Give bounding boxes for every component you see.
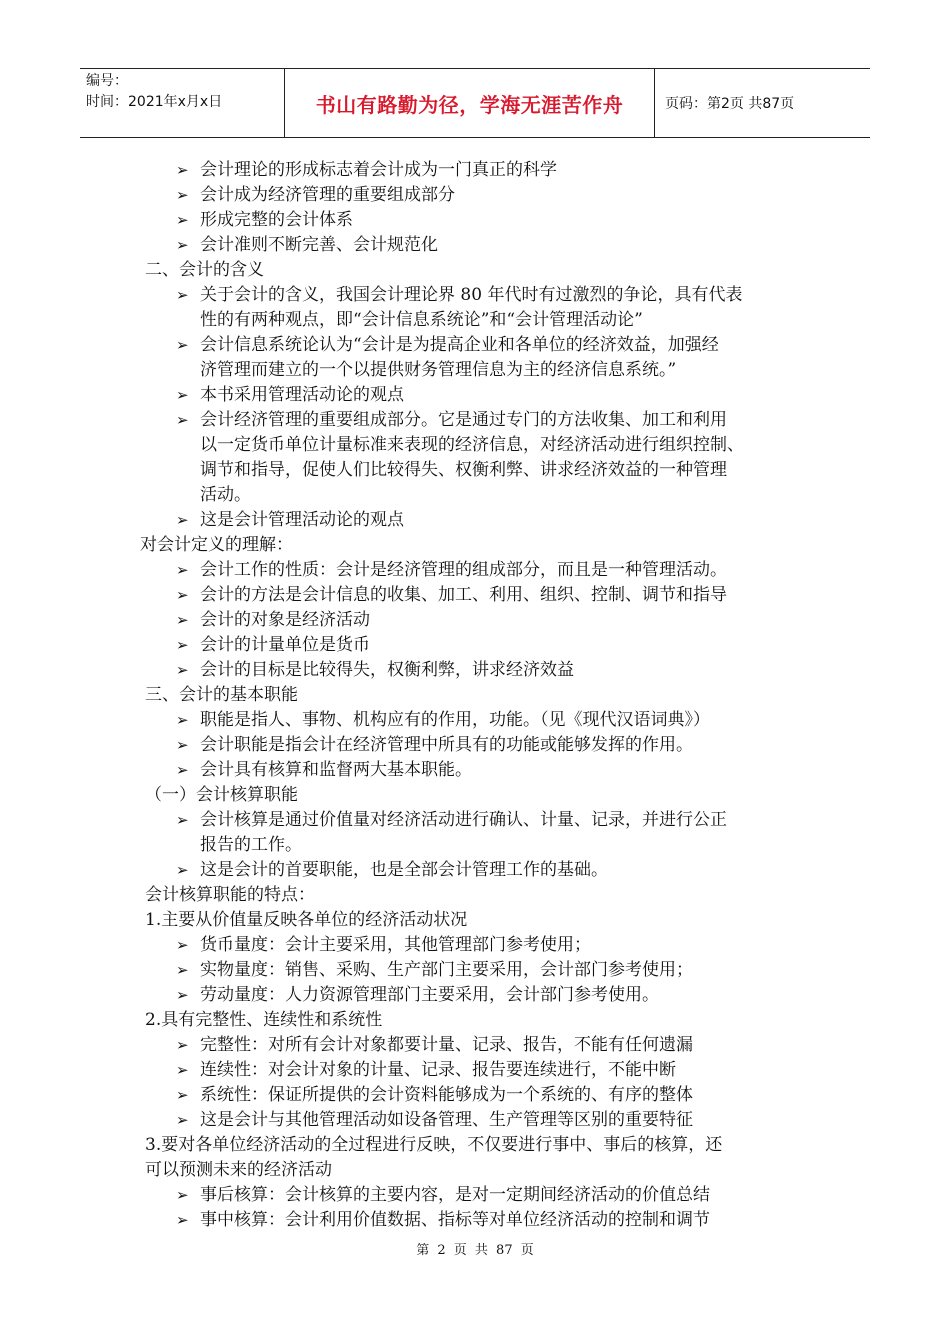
section-heading: 二、会计的含义	[145, 260, 264, 280]
section-heading: 2.具有完整性、连续性和系统性	[145, 1010, 383, 1030]
bullet-item: ➢ 会计信息系统论认为“会计是为提高企业和各单位的经济效益，加强经	[140, 333, 830, 358]
bullet-item: ➢ 会计职能是指会计在经济管理中所具有的功能或能够发挥的作用。	[140, 733, 830, 758]
bullet-item: ➢ 会计准则不断完善、会计规范化	[140, 233, 830, 258]
section-heading: 会计核算职能的特点：	[145, 885, 315, 905]
header-page-info-cell	[655, 69, 870, 137]
header-page-info: 页码：第2页 共87页	[665, 96, 795, 112]
bullet-item: ➢ 这是会计管理活动论的观点	[140, 508, 830, 533]
section-heading: （一）会计核算职能	[145, 785, 298, 805]
header-meta	[80, 69, 285, 137]
bullet-item: ➢ 这是会计的首要职能，也是全部会计管理工作的基础。	[140, 858, 830, 883]
bullet-item: ➢ 会计具有核算和监督两大基本职能。	[140, 758, 830, 783]
bullet-item: ➢ 实物量度：销售、采购、生产部门主要采用，会计部门参考使用；	[140, 958, 830, 983]
bullet-item: ➢ 完整性：对所有会计对象都要计量、记录、报告，不能有任何遗漏	[140, 1033, 830, 1058]
bullet-item: ➢ 会计的方法是会计信息的收集、加工、利用、组织、控制、调节和指导	[140, 583, 830, 608]
page-footer: 第 2 页 共 87 页	[416, 1243, 534, 1258]
bullet-item: ➢ 形成完整的会计体系	[140, 208, 830, 233]
header-motto: 书山有路勤为径，学海无涯苦作舟	[315, 92, 624, 117]
page-header	[80, 68, 870, 138]
bullet-item-continuation: 活动。	[200, 485, 251, 505]
bullet-item: ➢ 系统性：保证所提供的会计资料能够成为一个系统的、有序的整体	[140, 1083, 830, 1108]
document-body	[140, 158, 830, 1233]
bullet-item: ➢ 会计的计量单位是货币	[140, 633, 830, 658]
bullet-item: ➢ 这是会计与其他管理活动如设备管理、生产管理等区别的重要特征	[140, 1108, 830, 1133]
bullet-item: ➢ 会计核算是通过价值量对经济活动进行确认、计量、记录，并进行公正	[140, 808, 830, 833]
bullet-item: ➢ 职能是指人、事物、机构应有的作用，功能。（见《现代汉语词典》）	[140, 708, 830, 733]
bullet-item: ➢ 会计的目标是比较得失，权衡利弊，讲求经济效益	[140, 658, 830, 683]
bullet-item: ➢ 劳动量度：人力资源管理部门主要采用，会计部门参考使用。	[140, 983, 830, 1008]
section-heading: 可以预测未来的经济活动	[145, 1160, 332, 1180]
doc-date-label: 时间：2021年x月x日	[86, 94, 223, 110]
bullet-item: ➢ 事后核算：会计核算的主要内容，是对一定期间经济活动的价值总结	[140, 1183, 830, 1208]
bullet-item: ➢ 会计理论的形成标志着会计成为一门真正的科学	[140, 158, 830, 183]
section-heading: 对会计定义的理解：	[140, 535, 293, 555]
bullet-item: ➢ 连续性：对会计对象的计量、记录、报告要连续进行，不能中断	[140, 1058, 830, 1083]
doc-number-label: 编号：	[86, 73, 128, 89]
bullet-item: ➢ 货币量度：会计主要采用，其他管理部门参考使用；	[140, 933, 830, 958]
bullet-item: ➢ 事中核算：会计利用价值数据、指标等对单位经济活动的控制和调节	[140, 1208, 830, 1233]
bullet-item-continuation: 调节和指导，促使人们比较得失、权衡利弊、讲求经济效益的一种管理	[200, 460, 727, 480]
bullet-item: ➢ 会计工作的性质：会计是经济管理的组成部分，而且是一种管理活动。	[140, 558, 830, 583]
section-heading: 三、会计的基本职能	[145, 685, 298, 705]
bullet-item: ➢ 会计的对象是经济活动	[140, 608, 830, 633]
bullet-item: ➢ 关于会计的含义，我国会计理论界 80 年代时有过激烈的争论，具有代表	[140, 283, 830, 308]
bullet-item-continuation: 济管理而建立的一个以提供财务管理信息为主的经济信息系统。”	[200, 360, 677, 380]
bullet-item-continuation: 报告的工作。	[200, 835, 302, 855]
header-motto-cell	[285, 69, 655, 137]
section-heading: 3.要对各单位经济活动的全过程进行反映，不仅要进行事中、事后的核算，还	[145, 1135, 723, 1155]
bullet-item: ➢ 本书采用管理活动论的观点	[140, 383, 830, 408]
bullet-item-continuation: 性的有两种观点，即“会计信息系统论”和“会计管理活动论”	[200, 310, 643, 330]
bullet-item-continuation: 以一定货币单位计量标准来表现的经济信息，对经济活动进行组织控制、	[200, 435, 744, 455]
bullet-item: ➢ 会计经济管理的重要组成部分。它是通过专门的方法收集、加工和利用	[140, 408, 830, 433]
bullet-item: ➢ 会计成为经济管理的重要组成部分	[140, 183, 830, 208]
section-heading: 1.主要从价值量反映各单位的经济活动状况	[145, 910, 468, 930]
